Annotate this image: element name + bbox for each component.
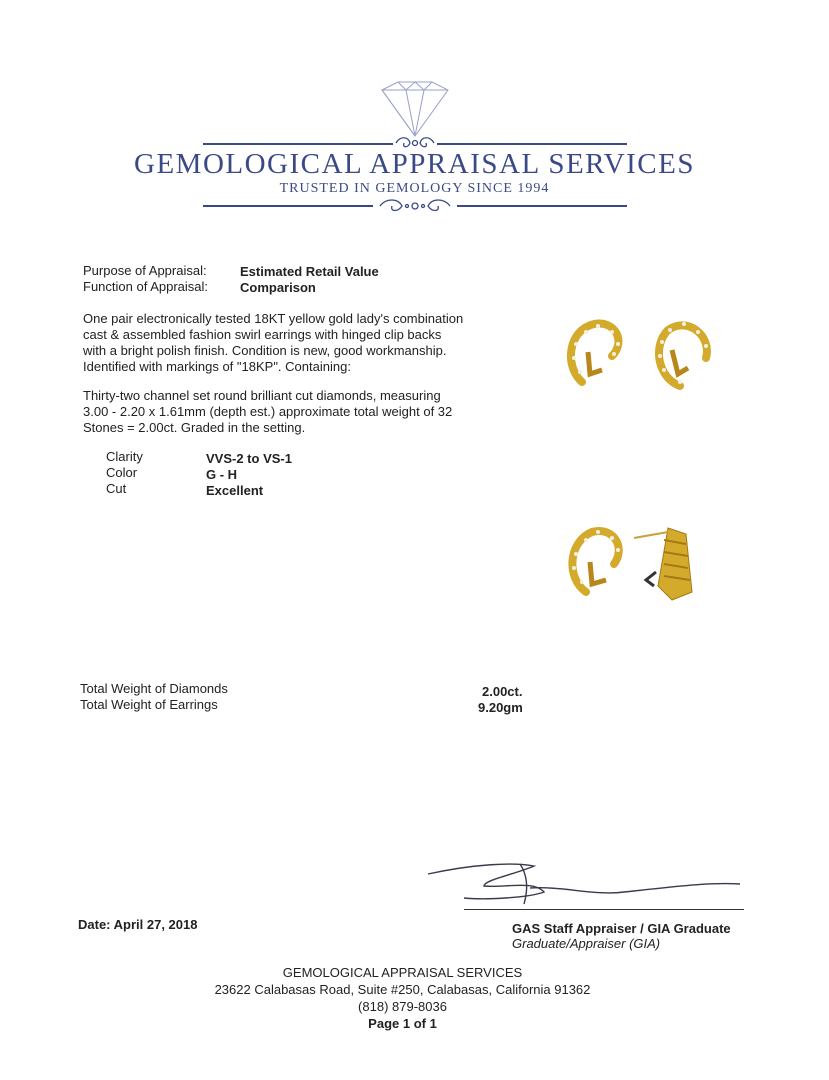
top-rule-left	[203, 143, 393, 145]
stones-line: Thirty-two channel set round brilliant cut diamonds, measuring	[83, 388, 441, 403]
description-line: with a bright polish finish. Condition is new, good workmanship.	[83, 343, 447, 358]
color-value: G - H	[206, 467, 238, 482]
clarity-value: VVS-2 to VS-1	[206, 451, 292, 466]
stones-paragraph	[83, 388, 452, 436]
bottom-rule-right	[457, 205, 627, 207]
appraiser-subtitle: Graduate/Appraiser (GIA)	[512, 936, 661, 951]
description-line: Identified with markings of "18KP". Containing:	[83, 359, 351, 374]
stones-line: Stones = 2.00ct. Graded in the setting.	[83, 420, 306, 435]
total-diamonds-value: 2.00ct.	[482, 684, 523, 699]
bottom-rule-left	[203, 205, 373, 207]
description-line: One pair electronically tested 18KT yellow gold lady's combination	[83, 311, 464, 326]
signature-graphic	[424, 858, 744, 908]
earring-photo	[560, 520, 710, 604]
footer-company: GEMOLOGICAL APPRAISAL SERVICES	[282, 965, 523, 980]
swirl-ornament-icon	[374, 196, 456, 216]
clarity-label: Clarity	[106, 449, 143, 464]
appraisal-date: Date: April 27, 2018	[78, 917, 198, 932]
function-value: Comparison	[240, 280, 316, 295]
signature-line	[464, 909, 744, 910]
description-paragraph	[83, 311, 463, 375]
description-line: cast & assembled fashion swirl earrings with hinged clip backs	[83, 327, 442, 342]
footer-address: 23622 Calabasas Road, Suite #250, Calabasas, California 91362	[214, 982, 591, 997]
total-diamonds-label: Total Weight of Diamonds	[80, 681, 228, 696]
earring-photo	[560, 312, 720, 398]
company-logo-title: GEMOLOGICAL APPRAISAL SERVICES	[134, 148, 695, 180]
color-label: Color	[106, 465, 138, 480]
footer-phone: (818) 879-8036	[358, 999, 447, 1014]
function-label: Function of Appraisal:	[83, 279, 209, 294]
cut-value: Excellent	[206, 483, 264, 498]
cut-label: Cut	[106, 481, 127, 496]
purpose-label: Purpose of Appraisal:	[83, 263, 207, 278]
stones-line: 3.00 - 2.20 x 1.61mm (depth est.) approximate total weight of 32	[83, 404, 453, 419]
top-rule-right	[437, 143, 627, 145]
purpose-value: Estimated Retail Value	[240, 264, 379, 279]
total-earrings-value: 9.20gm	[478, 700, 523, 715]
company-tagline: TRUSTED IN GEMOLOGY SINCE 1994	[279, 181, 550, 196]
appraiser-title: GAS Staff Appraiser / GIA Graduate	[512, 921, 731, 936]
total-earrings-label: Total Weight of Earrings	[80, 697, 218, 712]
page-number: Page 1 of 1	[368, 1016, 437, 1031]
diamond-logo-icon	[370, 78, 460, 140]
